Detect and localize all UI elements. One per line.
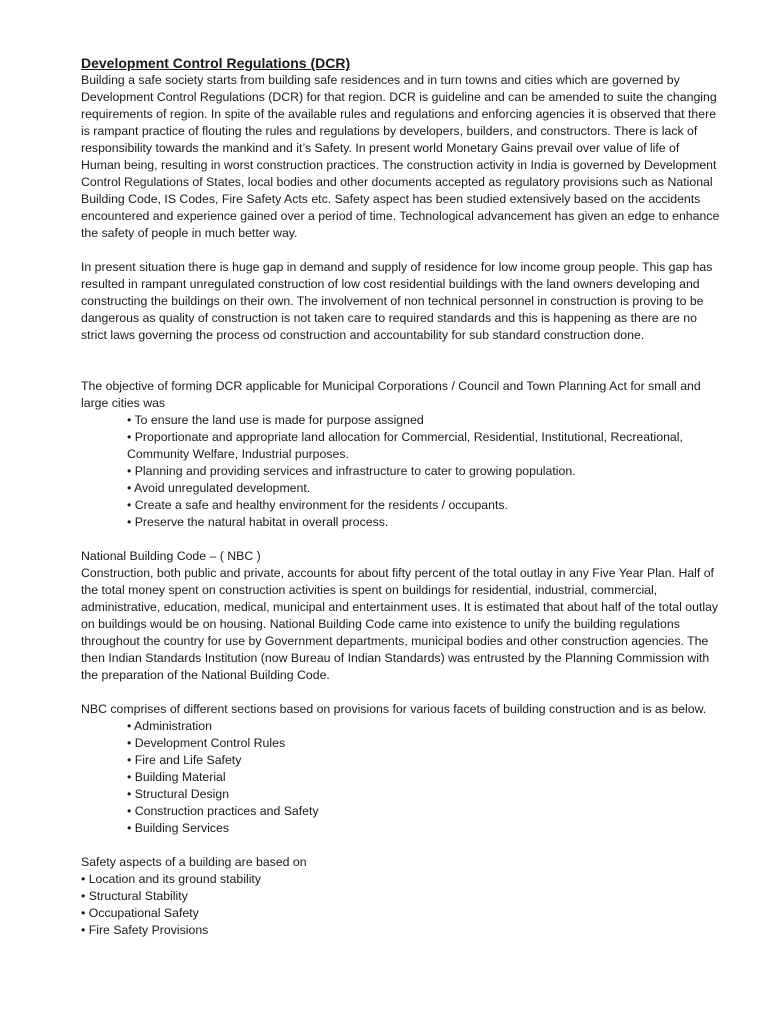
list-item: • Building Material <box>127 770 226 784</box>
list-item: • Proportionate and appropriate land allocation for Commercial, Residential, Institutional, Recreational, Community Welfare, Industrial purposes. <box>127 430 683 461</box>
list-item: • Occupational Safety <box>81 906 199 920</box>
list-item: • Fire Safety Provisions <box>81 923 209 937</box>
nbc-paragraph: Construction, both public and private, accounts for about fifty percent of the total outlay in any Five Year Plan. Half of the total money spent on construction activities is spent on buildings for residential, industrial, commercial, administrative, education, medical, municipal and entertainment uses. It is estimated that about half of the total outlay on buildings would be on housing. National Building Code came into existence to unify the building regulations throughout the country for use by Government departments, municipal bodies and other construction agencies. The then Indian Standards Institution (now Bureau of Indian Standards) was entrusted by the Planning Commission with the preparation of the National Building Code. <box>81 566 719 682</box>
objectives-list <box>81 412 721 531</box>
list-item: • Avoid unregulated development. <box>127 481 311 495</box>
spacer <box>81 344 721 378</box>
nbc-sections-list <box>81 718 721 837</box>
list-item: • Structural Stability <box>81 889 188 903</box>
document-title: Development Control Regulations (DCR) <box>81 55 351 71</box>
nbc-sections-intro: NBC comprises of different sections based on provisions for various facets of building construction and is as below. <box>81 702 707 716</box>
spacer <box>81 242 721 259</box>
list-item: • Location and its ground stability <box>81 872 261 886</box>
list-item: • Planning and providing services and infrastructure to cater to growing population. <box>127 464 576 478</box>
list-item: • Fire and Life Safety <box>127 753 242 767</box>
spacer <box>81 684 721 701</box>
list-item: • Development Control Rules <box>127 736 286 750</box>
safety-intro: Safety aspects of a building are based on <box>81 855 307 869</box>
safety-list <box>81 871 721 939</box>
objective-intro: The objective of forming DCR applicable for Municipal Corporations / Council and Town Planning Act for small and large cities was <box>81 379 701 410</box>
list-item: • Create a safe and healthy environment for the residents / occupants. <box>127 498 508 512</box>
spacer <box>81 531 721 548</box>
list-item: • Structural Design <box>127 787 230 801</box>
document-page <box>81 54 721 939</box>
list-item: • Administration <box>127 719 212 733</box>
list-item: • Construction practices and Safety <box>127 804 319 818</box>
list-item: • Preserve the natural habitat in overall process. <box>127 515 389 529</box>
housing-gap-paragraph: In present situation there is huge gap in demand and supply of residence for low income group people. This gap has resulted in rampant unregulated construction of low cost residential buildings with the land owners developing and constructing the buildings on their own. The involvement of non technical personnel in construction is proving to be dangerous as quality of construction is not taken care to required standards and this is happening as there are no strict laws governing the process od construction and accountability for sub standard construction done. <box>81 260 713 342</box>
spacer <box>81 837 721 854</box>
list-item: • To ensure the land use is made for purpose assigned <box>127 413 424 427</box>
nbc-heading: National Building Code – ( NBC ) <box>81 549 261 563</box>
list-item: • Building Services <box>127 821 230 835</box>
intro-paragraph: Building a safe society starts from building safe residences and in turn towns and cities which are governed by Development Control Regulations (DCR) for that region. DCR is guideline and can be amended to suite the changing requirements of region. In spite of the available rules and regulations and enforcing agencies it is observed that there is rampant practice of flouting the rules and regulations by developers, builders, and constructors. There is lack of responsibility towards the mankind and it’s Safety. In present world Monetary Gains prevail over value of life of Human being, resulting in worst construction practices. The construction activity in India is governed by Development Control Regulations of States, local bodies and other documents accepted as regulatory provisions such as National Building Code, IS Codes, Fire Safety Acts etc. Safety aspect has been studied extensively based on the accidents encountered and experience gained over a period of time. Technological advancement has given an edge to enhance the safety of people in much better way. <box>81 73 720 240</box>
